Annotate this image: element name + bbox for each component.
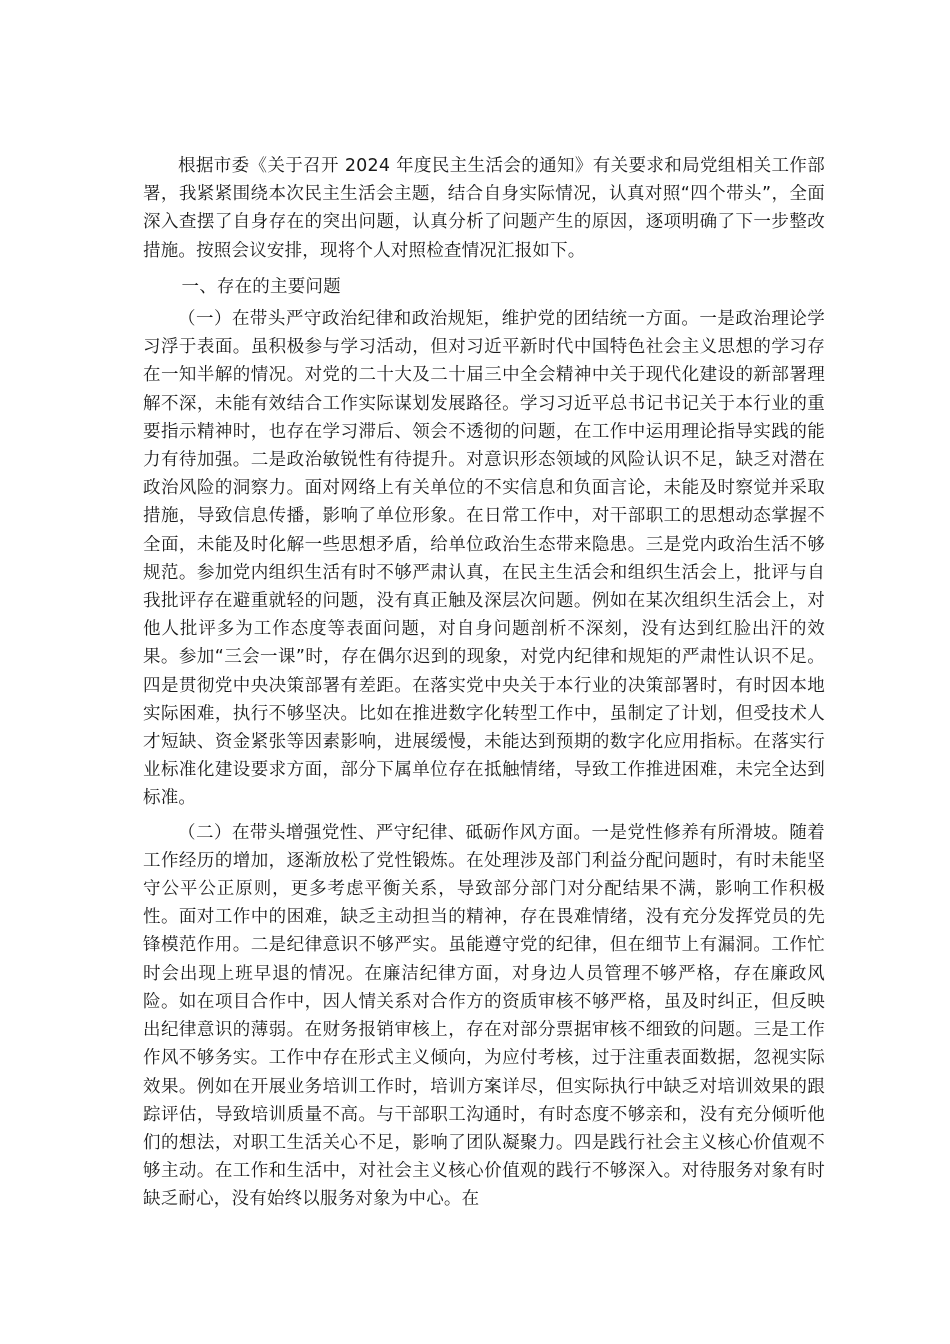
intro-paragraph: 根据市委《关于召开 2024 年度民主生活会的通知》有关要求和局党组相关工作部署，我紧紧围绕本次民主生活会主题，结合自身实际情况，认真对照“四个带头”，全面深入查摆了自身存在的突出问题，认真分析了问题产生的原因，逐项明确了下一步整改措施。按照会议安排，现将个人对照检查情况汇报如下。 [143, 156, 825, 261]
paragraph-political-discipline: （一）在带头严守政治纪律和政治规矩，维护党的团结统一方面。一是政治理论学习浮于表面。虽积极参与学习活动，但对习近平新时代中国特色社会主义思想的学习存在一知半解的情况。对党的二十大及二十届三中全会精神中关于现代化建设的新部署理解不深，未能有效结合工作实际谋划发展路径。学习习近平总书记书记关于本行业的重要指示精神时，也存在学习滞后、领会不透彻的问题，在工作中运用理论指导实践的能力有待加强。二是政治敏锐性有待提升。对意识形态领域的风险认识不足，缺乏对潜在政治风险的洞察力。面对网络上有关单位的不实信息和负面言论，未能及时察觉并采取措施，导致信息传播，影响了单位形象。在日常工作中，对干部职工的思想动态掌握不全面，未能及时化解一些思想矛盾，给单位政治生态带来隐患。三是党内政治生活不够规范。参加党内组织生活有时不够严肃认真，在民主生活会和组织生活会上，批评与自我批评存在避重就轻的问题，没有真正触及深层次问题。例如在某次组织生活会上，对他人批评多为工作态度等表面问题，对自身问题剖析不深刻，没有达到红脸出汗的效果。参加“三会一课”时，存在偶尔迟到的现象，对党内纪律和规矩的严肃性认识不足。四是贯彻党中央决策部署有差距。在落实党中央关于本行业的决策部署时，有时因本地实际困难，执行不够坚决。比如在推进数字化转型工作中，虽制定了计划，但受技术人才短缺、资金紧张等因素影响，进展缓慢，未能达到预期的数字化应用指标。在落实行业标准化建设要求方面，部分下属单位存在抵触情绪，导致工作推进困难，未完全达到标准。 [143, 309, 825, 809]
paragraph-party-spirit: （二）在带头增强党性、严守纪律、砥砺作风方面。一是党性修养有所滑坡。随着工作经历的增加，逐渐放松了党性锻炼。在处理涉及部门利益分配问题时，有时未能坚守公平公正原则，更多考虑平衡关系，导致部分部门对分配结果不满，影响工作积极性。面对工作中的困难，缺乏主动担当的精神，存在畏难情绪，没有充分发挥党员的先锋模范作用。二是纪律意识不够严实。虽能遵守党的纪律，但在细节上有漏洞。工作忙时会出现上班早退的情况。在廉洁纪律方面，对身边人员管理不够严格，存在廉政风险。如在项目合作中，因人情关系对合作方的资质审核不够严格，虽及时纠正，但反映出纪律意识的薄弱。在财务报销审核上，存在对部分票据审核不细致的问题。三是工作作风不够务实。工作中存在形式主义倾向，为应付考核，过于注重表面数据，忽视实际效果。例如在开展业务培训工作时，培训方案详尽，但实际执行中缺乏对培训效果的跟踪评估，导致培训质量不高。与干部职工沟通时，有时态度不够亲和，没有充分倾听他们的想法，对职工生活关心不足，影响了团队凝聚力。四是践行社会主义核心价值观不够主动。在工作和生活中，对社会主义核心价值观的践行不够深入。对待服务对象有时缺乏耐心，没有始终以服务对象为中心。在 [143, 822, 825, 1210]
document-page [143, 152, 825, 1214]
section-heading: 一、存在的主要问题 [181, 276, 341, 297]
